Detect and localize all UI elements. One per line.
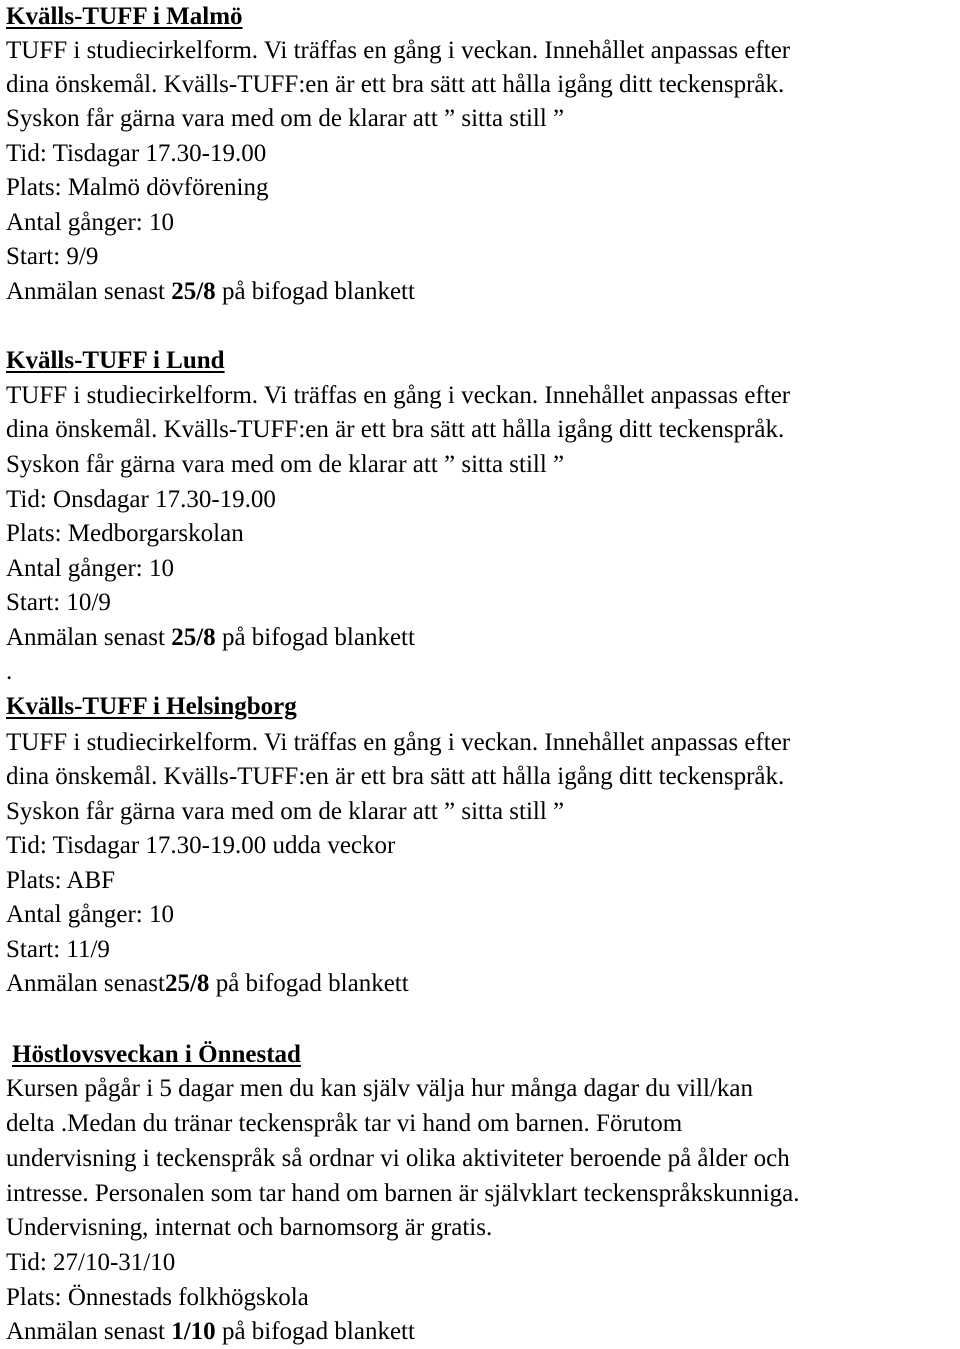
section-title-lund: Kvälls-TUFF i Lund: [6, 347, 225, 374]
malmo-plats: Plats: Malmö dövförening: [6, 174, 269, 201]
onnestad-desc-line-5: Undervisning, internat och barnomsorg är gratis.: [6, 1214, 493, 1241]
malmo-anmalan-date: 25/8: [171, 278, 216, 305]
malmo-anmalan: [6, 277, 415, 307]
lund-anmalan: [6, 623, 415, 653]
helsingborg-start: Start: 11/9: [6, 936, 110, 963]
onnestad-plats: Plats: Önnestads folkhögskola: [6, 1284, 309, 1311]
lund-start: Start: 10/9: [6, 589, 111, 616]
lund-anmalan-date: 25/8: [171, 624, 216, 651]
onnestad-desc-line-2: delta .Medan du tränar teckenspråk tar vi hand om barnen. Förutom: [6, 1110, 683, 1137]
helsingborg-desc-line-1: TUFF i studiecirkelform. Vi träffas en gång i veckan. Innehållet anpassas efter: [6, 729, 791, 756]
malmo-antal: Antal gånger: 10: [6, 209, 175, 236]
lund-desc-line-3: Syskon får gärna vara med om de klarar att ” sitta still ”: [6, 451, 565, 478]
malmo-desc-line-2: dina önskemål. Kvälls-TUFF:en är ett bra sätt att hålla igång ditt teckenspråk.: [6, 71, 785, 98]
lund-anmalan-pre: Anmälan senast: [6, 624, 172, 651]
onnestad-anmalan-date: 1/10: [171, 1318, 216, 1345]
malmo-tid: Tid: Tisdagar 17.30-19.00: [6, 140, 267, 167]
helsingborg-anmalan-post: på bifogad blankett: [209, 970, 409, 997]
onnestad-anmalan-pre: Anmälan senast: [6, 1318, 172, 1345]
separator-2: .: [6, 658, 13, 685]
section-title-malmo: Kvälls-TUFF i Malmö: [6, 3, 243, 30]
helsingborg-antal: Antal gånger: 10: [6, 901, 175, 928]
lund-anmalan-post: på bifogad blankett: [215, 624, 415, 651]
helsingborg-tid: Tid: Tisdagar 17.30-19.00 udda veckor: [6, 832, 396, 859]
malmo-start: Start: 9/9: [6, 243, 99, 270]
onnestad-anmalan: [6, 1317, 415, 1347]
lund-desc-line-1: TUFF i studiecirkelform. Vi träffas en gång i veckan. Innehållet anpassas efter: [6, 382, 791, 409]
malmo-anmalan-post: på bifogad blankett: [215, 278, 415, 305]
onnestad-desc-line-3: undervisning i teckenspråk så ordnar vi olika aktiviteter beroende på ålder och: [6, 1145, 790, 1172]
onnestad-anmalan-post: på bifogad blankett: [215, 1318, 415, 1345]
helsingborg-anmalan-pre: Anmälan senast: [6, 970, 165, 997]
malmo-desc-line-3: Syskon får gärna vara med om de klarar att ” sitta still ”: [6, 105, 565, 132]
lund-desc-line-2: dina önskemål. Kvälls-TUFF:en är ett bra sätt att hålla igång ditt teckenspråk.: [6, 416, 785, 443]
malmo-desc-line-1: TUFF i studiecirkelform. Vi träffas en gång i veckan. Innehållet anpassas efter: [6, 37, 791, 64]
helsingborg-plats: Plats: ABF: [6, 867, 116, 894]
helsingborg-desc-line-3: Syskon får gärna vara med om de klarar att ” sitta still ”: [6, 798, 565, 825]
helsingborg-anmalan-date: 25/8: [164, 970, 210, 997]
onnestad-tid: Tid: 27/10-31/10: [6, 1249, 176, 1276]
lund-tid: Tid: Onsdagar 17.30-19.00: [6, 486, 276, 513]
lund-plats: Plats: Medborgarskolan: [6, 520, 244, 547]
helsingborg-anmalan: [6, 969, 409, 999]
onnestad-desc-line-4: intresse. Personalen som tar hand om barnen är självklart teckenspråkskunniga.: [6, 1180, 800, 1207]
malmo-anmalan-pre: Anmälan senast: [6, 278, 172, 305]
onnestad-desc-line-1: Kursen pågår i 5 dagar men du kan själv välja hur många dagar du vill/kan: [6, 1075, 753, 1102]
section-title-onnestad: Höstlovsveckan i Önnestad: [12, 1041, 301, 1068]
section-title-helsingborg: Kvälls-TUFF i Helsingborg: [6, 693, 297, 720]
helsingborg-desc-line-2: dina önskemål. Kvälls-TUFF:en är ett bra sätt att hålla igång ditt teckenspråk.: [6, 763, 785, 790]
lund-antal: Antal gånger: 10: [6, 555, 175, 582]
